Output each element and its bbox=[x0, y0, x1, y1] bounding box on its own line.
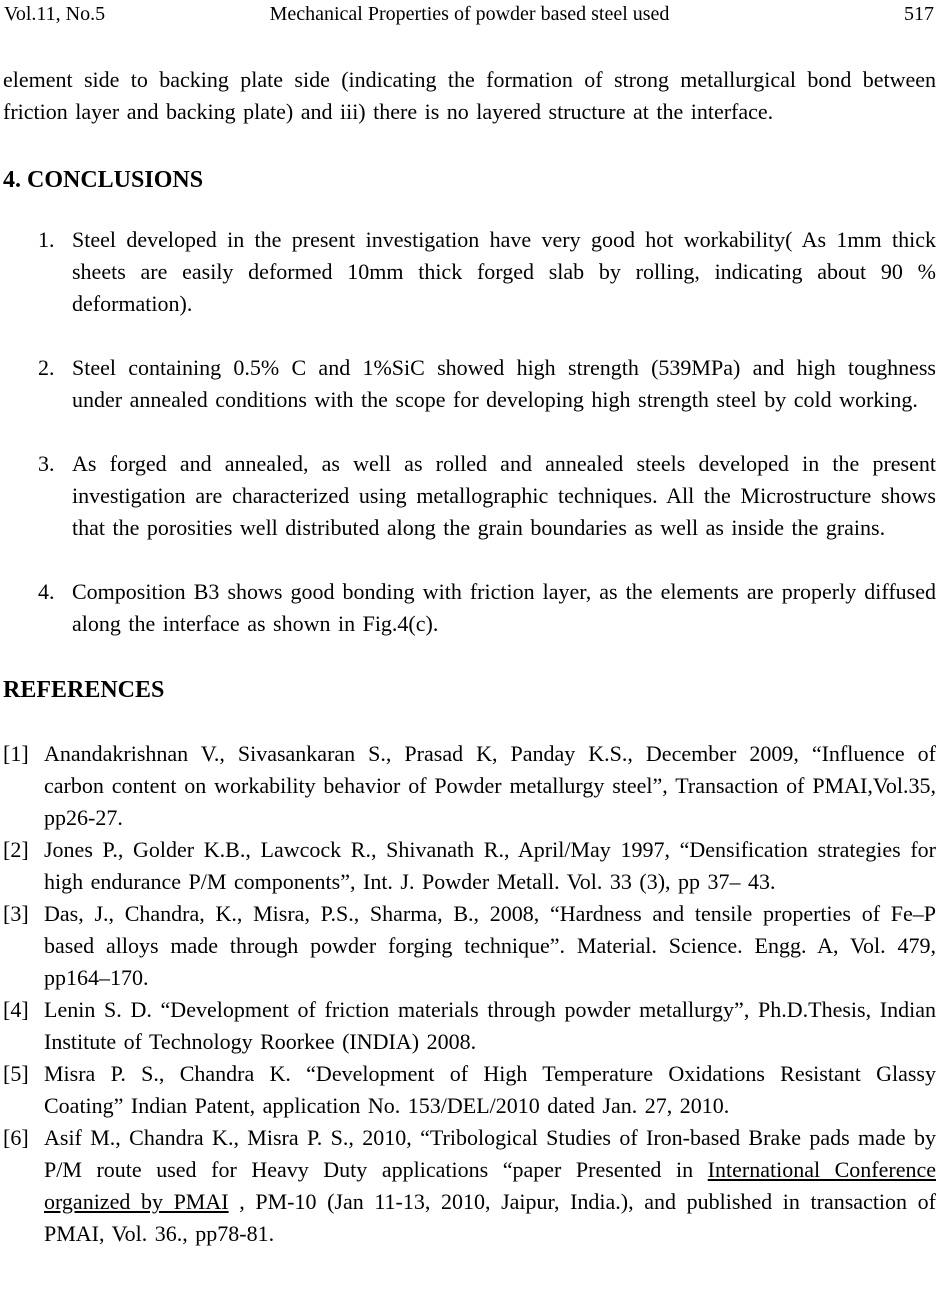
conclusions-heading: 4. CONCLUSIONS bbox=[3, 167, 204, 193]
conclusion-number: 3. bbox=[38, 451, 55, 476]
reference-marker: [5] bbox=[3, 1061, 29, 1086]
reference-marker: [3] bbox=[3, 901, 29, 926]
header-running-title: Mechanical Properties of powder based steel used bbox=[269, 3, 670, 25]
reference-text-part: Lenin S. D. “Development of friction materials through powder metallurgy”, Ph.D.Thesis, Indian Institute of Technology Roorkee (INDIA) 2008. bbox=[44, 997, 936, 1054]
conclusion-item bbox=[38, 576, 936, 640]
reference-text bbox=[44, 1122, 936, 1250]
conclusion-text: Steel developed in the present investigation have very good hot workability( As 1mm thick sheets are easily deformed 10mm thick forged slab by rolling, indicating about 90 % deformation). bbox=[72, 227, 936, 316]
reference-text-part: Misra P. S., Chandra K. “Development of High Temperature Oxidations Resistant Glassy Coating” Indian Patent, application No. 153/DEL/2010 dated Jan. 27, 2010. bbox=[44, 1061, 936, 1118]
conclusion-item bbox=[38, 448, 936, 544]
header-page-number: 517 bbox=[904, 3, 934, 25]
reference-text bbox=[44, 898, 936, 994]
header-volume-issue: Vol.11, No.5 bbox=[4, 3, 106, 25]
reference-text bbox=[44, 834, 936, 898]
conclusion-number: 2. bbox=[38, 355, 55, 380]
reference-item bbox=[3, 1122, 936, 1250]
intro-paragraph: element side to backing plate side (indicating the formation of strong metallurgical bond between friction layer and backing plate) and iii) there is no layered structure at the interface. bbox=[3, 67, 936, 124]
reference-marker: [6] bbox=[3, 1125, 29, 1150]
reference-text bbox=[44, 994, 936, 1058]
conclusions-list bbox=[3, 224, 936, 640]
reference-item bbox=[3, 834, 936, 898]
reference-item bbox=[3, 898, 936, 994]
reference-text bbox=[44, 738, 936, 834]
reference-text-part: Asif M., Chandra K., Misra P. S., 2010, “Tribological Studies of Iron-based Brake pads made by P/M route used for Heavy Duty applications “paper Presented in bbox=[44, 1125, 936, 1182]
references-heading: REFERENCES bbox=[3, 677, 165, 703]
reference-text bbox=[44, 1058, 936, 1122]
conclusion-item bbox=[38, 352, 936, 416]
reference-text-part: , PM-10 (Jan 11-13, 2010, Jaipur, India.), and published in transaction of PMAI, Vol. 36., pp78-81. bbox=[44, 1189, 936, 1246]
reference-text-part: Das, J., Chandra, K., Misra, P.S., Sharma, B., 2008, “Hardness and tensile properties of Fe–P based alloys made through powder forging technique”. Material. Science. Engg. A, Vol. 479, pp164–170. bbox=[44, 901, 936, 990]
reference-text-part: Anandakrishnan V., Sivasankaran S., Prasad K, Panday K.S., December 2009, “Influence of carbon content on workability behavior of Powder metallurgy steel”, Transaction of PMAI,Vol.35, pp26-27. bbox=[44, 741, 936, 830]
conclusion-text: As forged and annealed, as well as rolled and annealed steels developed in the present investigation are characterized using metallographic techniques. All the Microstructure shows that the porosities well distributed along the grain boundaries as well as inside the grains. bbox=[72, 451, 936, 540]
conclusion-text: Steel containing 0.5% C and 1%SiC showed high strength (539MPa) and high toughness under annealed conditions with the scope for developing high strength steel by cold working. bbox=[72, 355, 936, 412]
reference-underlined-text: International Conference organized by PMAI bbox=[44, 1157, 937, 1214]
conclusion-number: 4. bbox=[38, 579, 55, 604]
conclusion-item bbox=[38, 224, 936, 320]
page-header bbox=[3, 2, 936, 28]
reference-text-part: Jones P., Golder K.B., Lawcock R., Shivanath R., April/May 1997, “Densification strategies for high endurance P/M components”, Int. J. Powder Metall. Vol. 33 (3), pp 37– 43. bbox=[44, 837, 936, 894]
reference-item bbox=[3, 738, 936, 834]
reference-item bbox=[3, 994, 936, 1058]
conclusion-number: 1. bbox=[38, 227, 55, 252]
conclusion-text: Composition B3 shows good bonding with friction layer, as the elements are properly diffused along the interface as shown in Fig.4(c). bbox=[72, 579, 936, 636]
reference-marker: [4] bbox=[3, 997, 29, 1022]
reference-item bbox=[3, 1058, 936, 1122]
reference-marker: [2] bbox=[3, 837, 29, 862]
reference-marker: [1] bbox=[3, 741, 29, 766]
references-list bbox=[3, 738, 936, 1250]
